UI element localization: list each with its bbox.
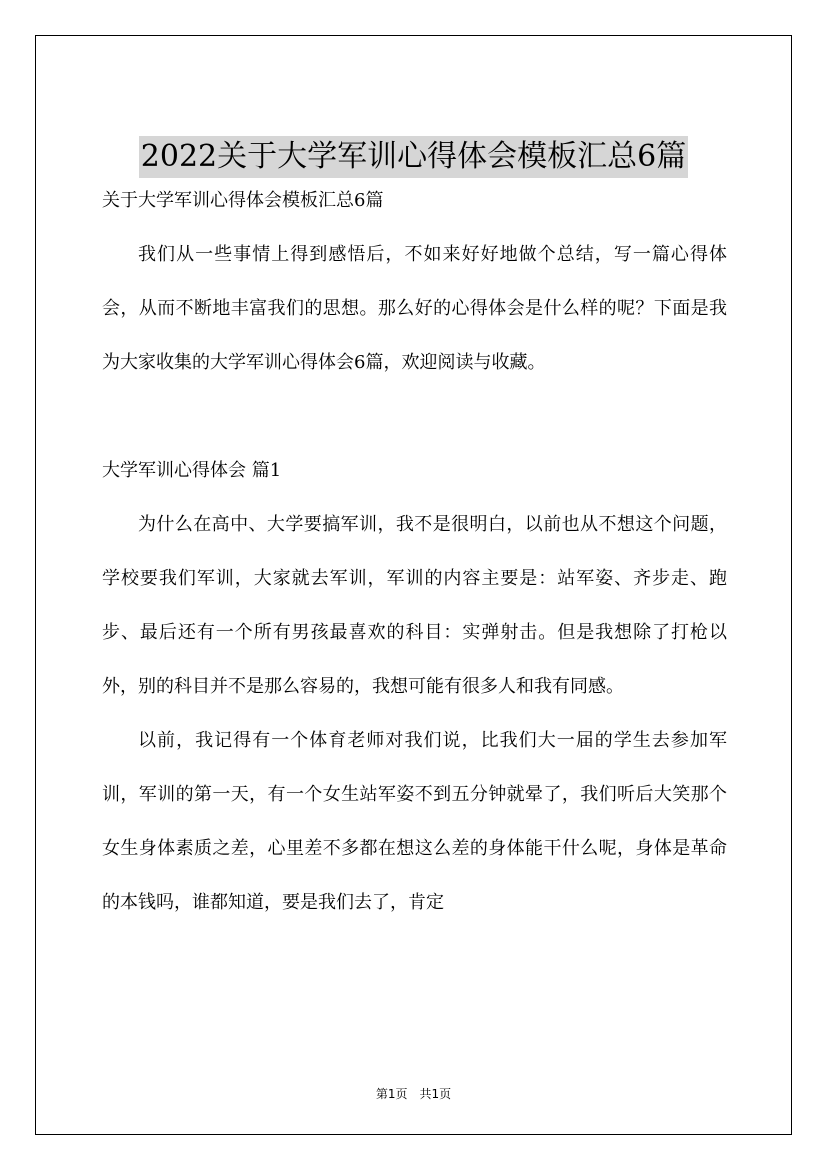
document-page — [35, 35, 792, 1135]
blank-line — [102, 390, 727, 444]
page-number: 第1页 共1页 — [375, 1087, 452, 1101]
section-heading: 大学军训心得体会 篇1 — [102, 460, 282, 481]
body-paragraph-2: 以前，我记得有一个体育老师对我们说，比我们大一届的学生去参加军训，军训的第一天，有一个女生站军姿不到五分钟就晕了，我们听后大笑那个女生身体素质之差，心里差不多都在想这么差的身体能干什么呢，身体是革命的本钱吗，谁都知道，要是我们去了，肯定 — [102, 730, 727, 913]
document-subtitle: 关于大学军训心得体会模板汇总6篇 — [102, 190, 384, 211]
intro-paragraph: 我们从一些事情上得到感悟后，不如来好好地做个总结，写一篇心得体会，从而不断地丰富我们的思想。那么好的心得体会是什么样的呢？下面是我为大家收集的大学军训心得体会6篇，欢迎阅读与收藏。 — [102, 244, 727, 373]
document-title: 2022关于大学军训心得体会模板汇总6篇 — [139, 136, 688, 178]
document-title-wrap — [36, 136, 791, 178]
body-paragraph-1: 为什么在高中、大学要搞军训，我不是很明白，以前也从不想这个问题，学校要我们军训，大家就去军训，军训的内容主要是：站军姿、齐步走、跑步、最后还有一个所有男孩最喜欢的科目：实弹射击。但是我想除了打枪以外，别的科目并不是那么容易的，我想可能有很多人和我有同感。 — [102, 514, 727, 697]
document-body — [102, 174, 727, 930]
page-footer — [36, 1085, 791, 1102]
